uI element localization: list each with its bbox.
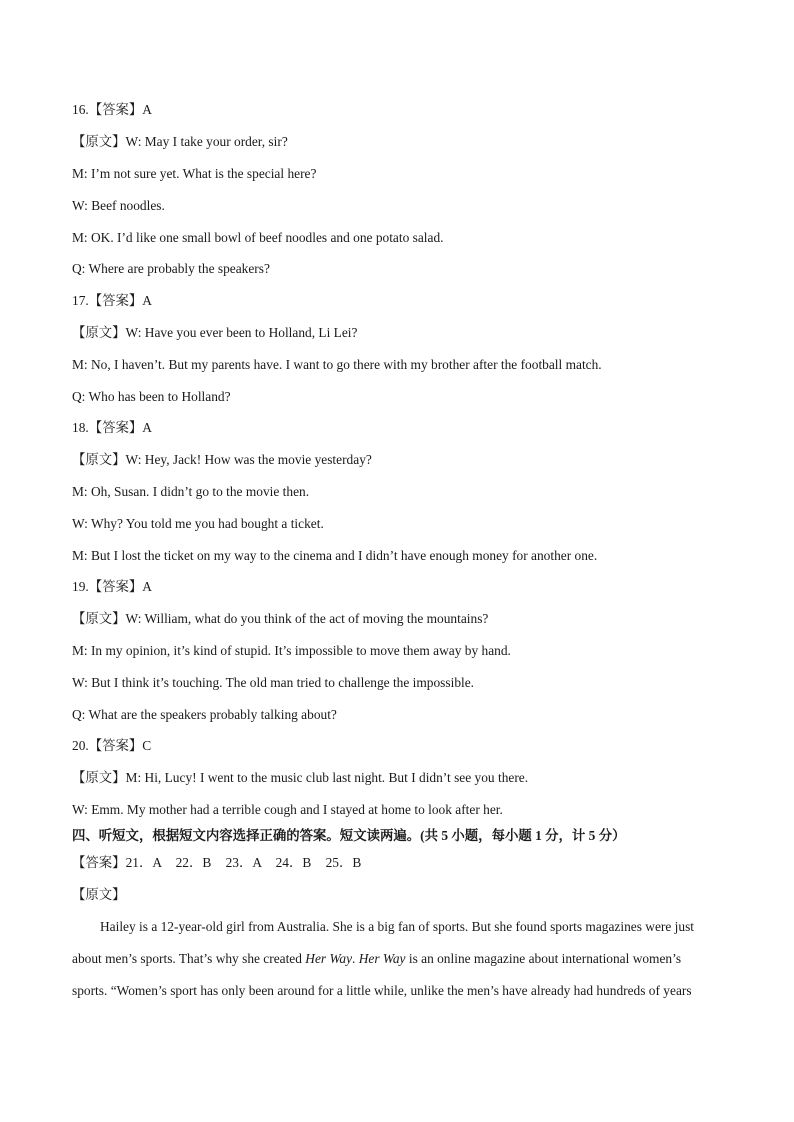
transcript-line: W: Why? You told me you had bought a ticket. (72, 516, 324, 531)
answer-17: 17.【答案】A (72, 293, 152, 308)
answer-16: 16.【答案】A (72, 102, 152, 117)
transcript-line: W: But I think it’s touching. The old man tried to challenge the impossible. (72, 675, 475, 690)
transcript-line: 【原文】W: Hey, Jack! How was the movie yesterday? (72, 452, 372, 467)
answer-key-item: 23．A (225, 855, 263, 870)
answer-18: 18.【答案】A (72, 420, 152, 435)
transcript-line: 【原文】W: Have you ever been to Holland, Li Lei? (72, 325, 358, 340)
passage-line: sports. “Women’s sport has only been around for a little while, unlike the men’s have already had hundreds of years (72, 983, 692, 998)
original-label: 【原文】 (72, 887, 126, 902)
transcript-line: M: In my opinion, it’s kind of stupid. It’s impossible to move them away by hand. (72, 643, 511, 658)
transcript-line: 【原文】W: William, what do you think of the act of moving the mountains? (72, 611, 489, 626)
passage-text: about men’s sports. That’s why she created (72, 951, 306, 966)
passage-text: is an online magazine about international women’s (405, 951, 682, 966)
section-heading: 四、听短文，根据短文内容选择正确的答案。短文读两遍。(共 5 小题，每小题 1 分，计 5 分） (72, 828, 626, 843)
answer-20: 20.【答案】C (72, 738, 152, 753)
answer-key-row (72, 854, 362, 872)
transcript-line: W: Emm. My mother had a terrible cough and I stayed at home to look after her. (72, 802, 503, 817)
transcript-line: M: No, I haven’t. But my parents have. I want to go there with my brother after the football match. (72, 357, 602, 372)
magazine-title: Her Way (305, 951, 353, 966)
passage-line: Hailey is a 12-year-old girl from Australia. She is a big fan of sports. But she found sports magazines were just (100, 919, 694, 934)
answer-key-item: 25．B (325, 855, 362, 870)
question-line: Q: What are the speakers probably talking about? (72, 707, 337, 722)
transcript-line: M: Oh, Susan. I didn’t go to the movie then. (72, 484, 310, 499)
answer-key-item: 21．A (125, 855, 163, 870)
answer-key-label: 【答案】 (72, 855, 126, 870)
transcript-line: M: OK. I’d like one small bowl of beef noodles and one potato salad. (72, 230, 444, 245)
magazine-title: Her Way (358, 951, 406, 966)
passage-line (72, 950, 681, 968)
answer-key-item: 24．B (275, 855, 312, 870)
transcript-line: M: I’m not sure yet. What is the special here? (72, 166, 317, 181)
transcript-line: M: But I lost the ticket on my way to the cinema and I didn’t have enough money for another one. (72, 548, 598, 563)
passage-text: . (352, 951, 359, 966)
answer-key-item: 22．B (175, 855, 212, 870)
answer-19: 19.【答案】A (72, 579, 152, 594)
question-line: Q: Who has been to Holland? (72, 389, 231, 404)
transcript-line: 【原文】W: May I take your order, sir? (72, 134, 288, 149)
transcript-line: 【原文】M: Hi, Lucy! I went to the music club last night. But I didn’t see you there. (72, 770, 529, 785)
transcript-line: W: Beef noodles. (72, 198, 165, 213)
question-line: Q: Where are probably the speakers? (72, 261, 270, 276)
